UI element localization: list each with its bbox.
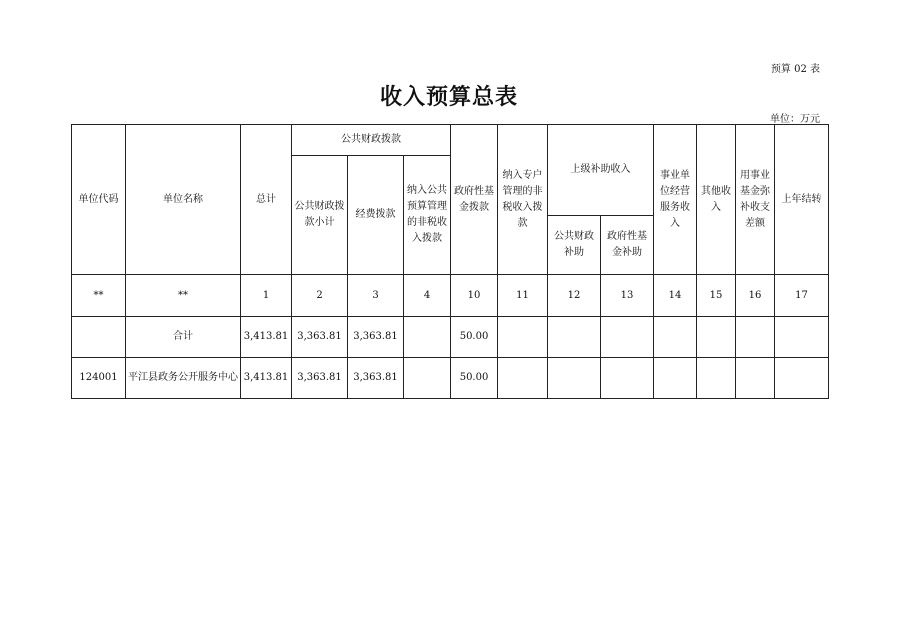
index-cell: 15: [697, 275, 736, 317]
cell-sup-fund: [601, 358, 654, 399]
page-title: 收入预算总表: [379, 85, 518, 110]
cell-total: 3,413.81: [241, 317, 292, 358]
col-fund-makeup: 用事业基金弥补收支差额: [736, 125, 775, 275]
cell-gov-fund: 50.00: [451, 317, 498, 358]
col-superior-gov-fund: 政府性基金补助: [601, 216, 654, 275]
col-gov-fund: 政府性基金拨款: [451, 125, 498, 275]
cell-name: 合计: [126, 317, 241, 358]
cell-makeup: [736, 317, 775, 358]
col-carryover: 上年结转: [775, 125, 829, 275]
col-public-fiscal: 公共财政拨款: [292, 125, 451, 156]
form-number: 预算 02 表: [770, 64, 820, 75]
index-cell: 13: [601, 275, 654, 317]
col-unit-code: 单位代码: [72, 125, 126, 275]
col-non-tax-income: 纳入公共预算管理的非税收入拨款: [404, 156, 451, 275]
cell-carryover: [775, 317, 829, 358]
col-operating-funds: 经费拨款: [348, 156, 404, 275]
col-special-non-tax: 纳入专户管理的非税收入拨款: [498, 125, 548, 275]
cell-subtotal: 3,363.81: [292, 317, 348, 358]
index-cell: 1: [241, 275, 292, 317]
table-row-total: [72, 317, 829, 358]
index-cell: 11: [498, 275, 548, 317]
unit-label: 单位：万元: [770, 114, 820, 125]
cell-other: [697, 317, 736, 358]
index-cell: 3: [348, 275, 404, 317]
cell-subtotal: 3,363.81: [292, 358, 348, 399]
revenue-budget-table: [71, 124, 829, 399]
cell-special: [498, 317, 548, 358]
cell-name: 平江县政务公开服务中心: [126, 358, 241, 399]
cell-non-tax: [404, 317, 451, 358]
cell-gov-fund: 50.00: [451, 358, 498, 399]
index-cell: **: [126, 275, 241, 317]
cell-sup-public: [548, 317, 601, 358]
cell-makeup: [736, 358, 775, 399]
col-superior-subsidy: 上级补助收入: [548, 125, 654, 216]
index-row: [72, 275, 829, 317]
col-other-income: 其他收入: [697, 125, 736, 275]
cell-code: [72, 317, 126, 358]
index-cell: **: [72, 275, 126, 317]
cell-other: [697, 358, 736, 399]
cell-operating: 3,363.81: [348, 358, 404, 399]
col-business-income: 事业单位经营服务收入: [654, 125, 697, 275]
col-unit-name: 单位名称: [126, 125, 241, 275]
index-cell: 12: [548, 275, 601, 317]
index-cell: 4: [404, 275, 451, 317]
cell-total: 3,413.81: [241, 358, 292, 399]
cell-business: [654, 317, 697, 358]
index-cell: 17: [775, 275, 829, 317]
index-cell: 14: [654, 275, 697, 317]
col-superior-public: 公共财政补助: [548, 216, 601, 275]
cell-sup-public: [548, 358, 601, 399]
cell-non-tax: [404, 358, 451, 399]
col-public-fiscal-subtotal: 公共财政拨款小计: [292, 156, 348, 275]
col-total: 总计: [241, 125, 292, 275]
cell-code: 124001: [72, 358, 126, 399]
index-cell: 16: [736, 275, 775, 317]
cell-sup-fund: [601, 317, 654, 358]
cell-carryover: [775, 358, 829, 399]
index-cell: 2: [292, 275, 348, 317]
cell-operating: 3,363.81: [348, 317, 404, 358]
table-row-unit: [72, 358, 829, 399]
index-cell: 10: [451, 275, 498, 317]
cell-business: [654, 358, 697, 399]
cell-special: [498, 358, 548, 399]
